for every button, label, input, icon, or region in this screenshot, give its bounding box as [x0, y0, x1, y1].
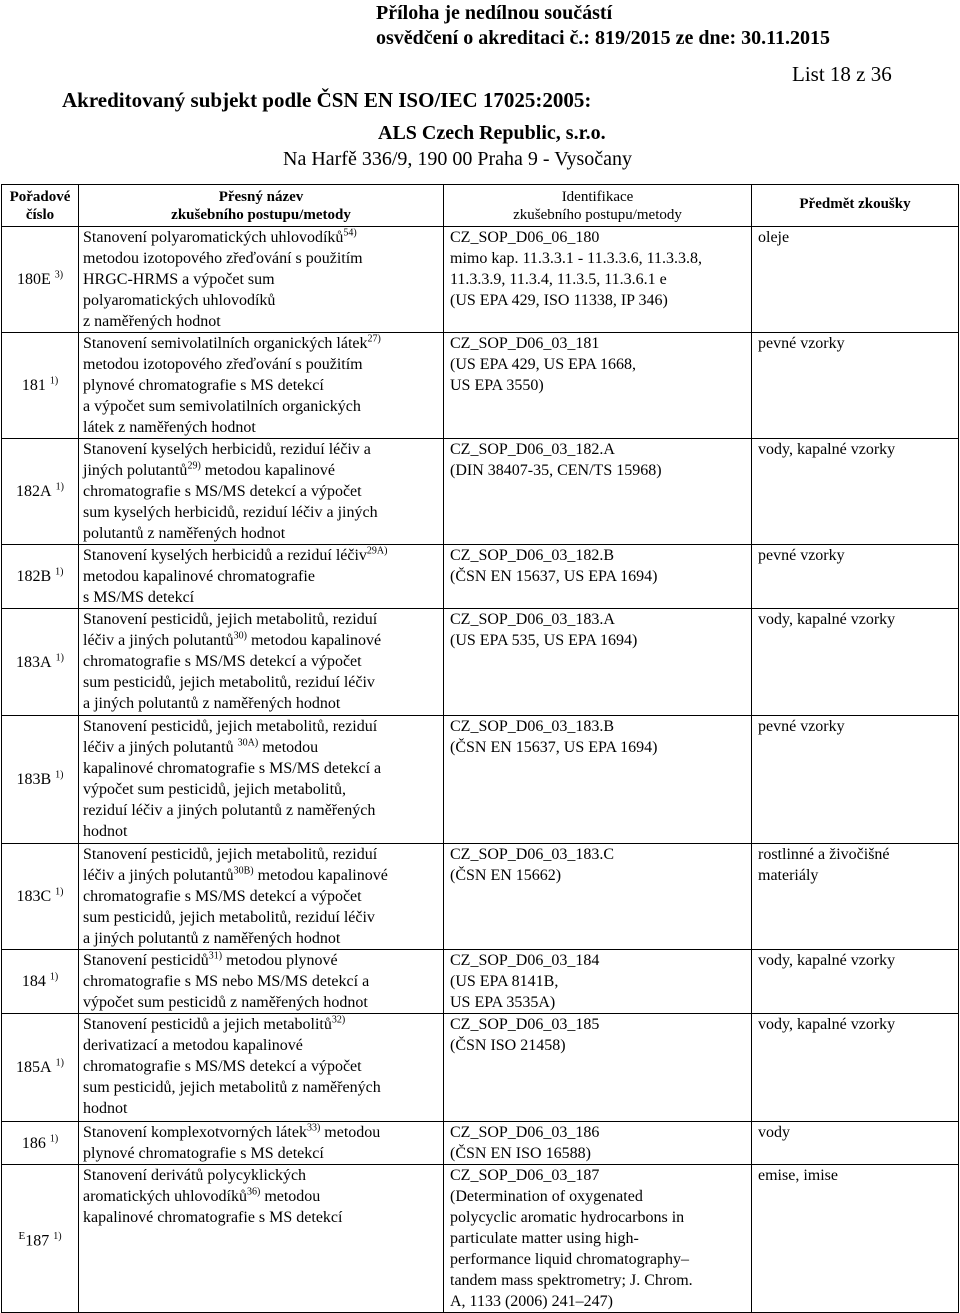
row-number	[2, 333, 79, 439]
row-number-value: 181	[21, 377, 46, 394]
test-subject: oleje	[752, 227, 959, 333]
company-name: ALS Czech Republic, s.r.o.	[378, 122, 606, 144]
method-text: metodou kapalinové chromatografie s MS detekcí	[83, 1188, 343, 1226]
test-subject: vody, kapalné vzorky	[752, 950, 959, 1014]
test-subject: vody	[752, 1122, 959, 1165]
method-text: Stanovení pesticidů a jejich metabolitů	[83, 1016, 332, 1033]
row-number-value: 185A	[16, 1059, 52, 1076]
table-row	[2, 227, 959, 333]
row-number	[2, 1165, 79, 1313]
method-name	[79, 844, 444, 950]
column-header-ident-line1: Identifikace	[561, 188, 634, 205]
test-subject: pevné vzorky	[752, 333, 959, 439]
column-header-order-line2: číslo	[25, 206, 55, 223]
method-text: Stanovení kyselých herbicidů, reziduí léčiv a jiných polutantů	[83, 441, 371, 479]
column-header-name-line2: zkušebního postupu/metody	[171, 206, 351, 223]
method-text: metodou plynové chromatografie s MS detekcí	[83, 1124, 381, 1162]
column-header-order	[2, 185, 79, 227]
method-identification: CZ_SOP_D06_03_183.A (US EPA 535, US EPA 1694)	[444, 609, 752, 716]
test-subject: vody, kapalné vzorky	[752, 439, 959, 545]
method-identification: CZ_SOP_D06_03_186 (ČSN EN ISO 16588)	[444, 1122, 752, 1165]
company-address: Na Harfě 336/9, 190 00 Praha 9 - Vysočany	[283, 148, 632, 170]
method-footnote: 30B)	[233, 865, 254, 877]
row-number-footnote: 1)	[49, 375, 59, 387]
method-text: Stanovení semivolatilních organických látek	[83, 335, 368, 352]
row-number	[2, 545, 79, 609]
method-identification: CZ_SOP_D06_03_184 (US EPA 8141B, US EPA 3535A)	[444, 950, 752, 1014]
row-number-value: 182B	[16, 568, 52, 585]
table-row	[2, 439, 959, 545]
method-footnote: 27)	[367, 333, 381, 345]
row-number-footnote: 1)	[49, 971, 59, 983]
page-number: List 18 z 36	[792, 62, 892, 86]
row-number-value: 183A	[16, 653, 52, 671]
method-name	[79, 1122, 444, 1165]
method-text: Stanovení derivátů polycyklických aromatických uhlovodíků	[83, 1167, 307, 1205]
row-number-footnote: 1)	[55, 566, 64, 578]
row-number	[2, 1122, 79, 1165]
method-name	[79, 1014, 444, 1122]
table-row	[2, 1165, 959, 1313]
column-header-ident-line2: zkušebního postupu/metody	[513, 206, 682, 223]
test-subject: pevné vzorky	[752, 716, 959, 844]
method-name	[79, 545, 444, 609]
method-footnote: 29A)	[366, 545, 388, 557]
annex-line-2: osvědčení o akreditaci č.: 819/2015 ze dne: 30.11.2015	[376, 27, 831, 49]
method-text: Stanovení komplexotvorných látek	[83, 1124, 307, 1141]
column-header-name	[79, 185, 444, 227]
method-text: metodou kapalinové chromatografie s MS/MS detekcí	[83, 568, 315, 606]
method-footnote: 30)	[233, 630, 247, 642]
row-number	[2, 950, 79, 1014]
row-number-footnote: 1)	[49, 1133, 59, 1145]
method-identification: CZ_SOP_D06_03_181 (US EPA 429, US EPA 1668, US EPA 3550)	[444, 333, 752, 439]
method-footnote: 32)	[331, 1014, 346, 1026]
method-identification: CZ_SOP_D06_03_182.B (ČSN EN 15637, US EPA 1694)	[444, 545, 752, 609]
column-header-name-line1: Přesný název	[218, 188, 304, 205]
method-footnote: 33)	[306, 1122, 321, 1134]
row-number-value: 183C	[16, 888, 52, 905]
row-number-value: 183B	[16, 771, 52, 788]
row-number-footnote: 1)	[53, 1230, 62, 1242]
row-number-value: 187	[25, 1232, 50, 1250]
row-number-footnote: 1)	[55, 481, 64, 493]
row-number-footnote: 3)	[54, 269, 64, 281]
table-row	[2, 545, 959, 609]
table-row	[2, 716, 959, 844]
row-number-value: 184	[21, 973, 46, 990]
test-subject: emise, imise	[752, 1165, 959, 1313]
method-identification: CZ_SOP_D06_03_185 (ČSN ISO 21458)	[444, 1014, 752, 1122]
table-row	[2, 1122, 959, 1165]
method-text: Stanovení kyselých herbicidů a reziduí léčiv	[83, 547, 367, 564]
accredited-subject: Akreditovaný subjekt podle ČSN EN ISO/IEC 17025:2005:	[62, 88, 592, 112]
row-number	[2, 1014, 79, 1122]
column-header-subject-label: Předmět zkoušky	[799, 196, 911, 212]
row-number-footnote: 1)	[55, 1057, 64, 1069]
method-text: metodou plynové chromatografie s MS nebo MS/MS detekcí a výpočet sum pesticidů z naměřených hodnot	[83, 952, 370, 1011]
row-number	[2, 844, 79, 950]
table-row	[2, 1014, 959, 1122]
annex-line-1: Příloha je nedílnou součástí	[376, 2, 613, 24]
method-text: metodou kapalinové chromatografie s MS/MS detekcí a výpočet sum kyselých herbicidů, reziduí léčiv a jiných polutantů z naměřených hodnot	[83, 462, 378, 542]
method-footnote: 36)	[246, 1186, 261, 1198]
method-text: Stanovení pesticidů, jejich metabolitů, reziduí léčiv a jiných polutantů	[83, 846, 378, 884]
test-subject: vody, kapalné vzorky	[752, 1014, 959, 1122]
method-footnote: 30A)	[237, 737, 259, 749]
table-row	[2, 333, 959, 439]
method-text: metodou kapalinové chromatografie s MS/MS detekcí a výpočet sum pesticidů, jejich metabolitů, reziduí léčiv a jiných polutantů z naměřených hodnot	[83, 739, 382, 840]
method-name	[79, 439, 444, 545]
method-text: Stanovení pesticidů	[83, 952, 209, 969]
row-number-value: 182A	[16, 483, 52, 500]
test-subject: rostlinné a živočišné materiály	[752, 844, 959, 950]
method-name	[79, 716, 444, 844]
method-identification: CZ_SOP_D06_03_183.B (ČSN EN 15637, US EPA 1694)	[444, 716, 752, 844]
method-identification: CZ_SOP_D06_03_187 (Determination of oxygenated polycyclic aromatic hydrocarbons in particulate matter using high- performance liquid chromatography– tandem mass spektrometry; J. Chrom. A, 1133 (2006) 241–247)	[444, 1165, 752, 1313]
method-name	[79, 609, 444, 716]
method-text: Stanovení polyaromatických uhlovodíků	[83, 229, 344, 246]
row-number-prefix: E	[18, 1229, 26, 1242]
method-text: Stanovení pesticidů, jejich metabolitů, reziduí léčiv a jiných polutantů	[83, 611, 378, 649]
table-row	[2, 844, 959, 950]
method-text: metodou izotopového zřeďování s použitím HRGC-HRMS a výpočet sum polyaromatických uhlovodíků z naměřených hodnot	[83, 250, 363, 330]
row-number-value: 186	[21, 1134, 46, 1152]
method-text: derivatizací a metodou kapalinové chromatografie s MS/MS detekcí a výpočet sum pesticidů, jejich metabolitů z naměřených hodnot	[83, 1037, 381, 1117]
method-footnote: 54)	[343, 227, 357, 239]
method-name	[79, 333, 444, 439]
method-text: metodou kapalinové chromatografie s MS/MS detekcí a výpočet sum pesticidů, jejich metabolitů, reziduí léčiv a jiných polutantů z naměřených hodnot	[83, 632, 382, 712]
row-number-footnote: 1)	[55, 769, 64, 781]
column-header-order-line1: Pořadové	[9, 188, 71, 205]
table-header-row	[2, 185, 959, 227]
method-text: Stanovení pesticidů, jejich metabolitů, reziduí léčiv a jiných polutantů	[83, 718, 378, 756]
row-number-value: 180E	[16, 271, 51, 288]
method-name	[79, 950, 444, 1014]
row-number-footnote: 1)	[55, 652, 64, 664]
method-name	[79, 227, 444, 333]
method-text: metodou izotopového zřeďování s použitím plynové chromatografie s MS detekcí a výpočet sum semivolatilních organických látek z naměřených hodnot	[83, 356, 363, 436]
method-footnote: 29)	[187, 460, 201, 472]
method-identification: CZ_SOP_D06_03_182.A (DIN 38407-35, CEN/TS 15968)	[444, 439, 752, 545]
method-identification: CZ_SOP_D06_03_183.C (ČSN EN 15662)	[444, 844, 752, 950]
row-number	[2, 716, 79, 844]
methods-table	[1, 184, 959, 1313]
column-header-ident	[444, 185, 752, 227]
method-identification: CZ_SOP_D06_06_180 mimo kap. 11.3.3.1 - 11.3.3.6, 11.3.3.8, 11.3.3.9, 11.3.4, 11.3.5, 11.3.6.1 e (US EPA 429, ISO 11338, IP 346)	[444, 227, 752, 333]
test-subject: vody, kapalné vzorky	[752, 609, 959, 716]
row-number	[2, 439, 79, 545]
column-header-subject	[752, 185, 959, 227]
row-number	[2, 609, 79, 716]
method-name	[79, 1165, 444, 1313]
row-number-footnote: 1)	[55, 886, 64, 898]
test-subject: pevné vzorky	[752, 545, 959, 609]
table-row	[2, 609, 959, 716]
row-number	[2, 227, 79, 333]
method-footnote: 31)	[208, 950, 223, 962]
table-row	[2, 950, 959, 1014]
method-text: metodou kapalinové chromatografie s MS/MS detekcí a výpočet sum pesticidů, jejich metabolitů, reziduí léčiv a jiných polutantů z naměřených hodnot	[83, 867, 388, 947]
